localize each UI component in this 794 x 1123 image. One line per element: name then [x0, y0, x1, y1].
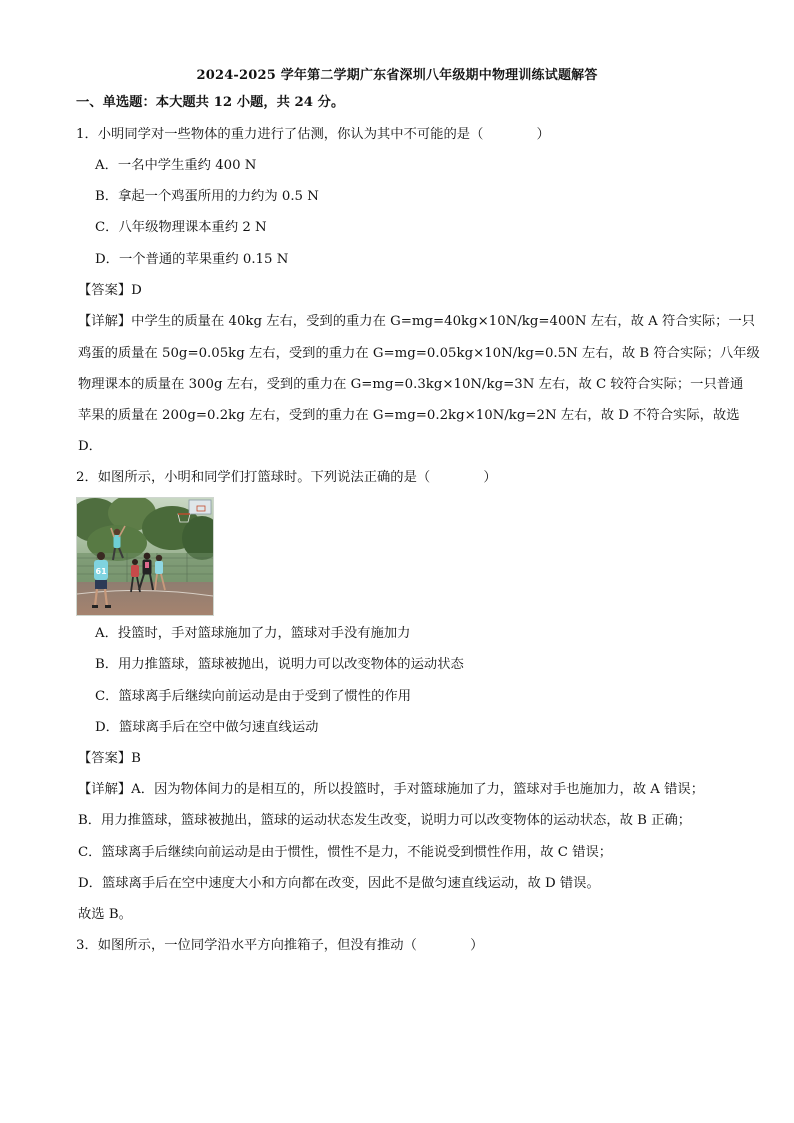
q1-stem: 1．小明同学对一些物体的重力进行了估测，你认为其中不可能的是（ ） [76, 127, 550, 142]
q2-answer: 【答案】B [78, 751, 141, 766]
q2-option-d: D．篮球离手后在空中做匀速直线运动 [95, 720, 319, 735]
jersey-number: 61 [95, 567, 107, 576]
q1-option-c: C．八年级物理课本重约 2 N [95, 220, 267, 235]
q2-stem: 2．如图所示，小明和同学们打篮球时。下列说法正确的是（ ） [76, 470, 497, 485]
q1-option-d: D．一个普通的苹果重约 0.15 N [95, 252, 289, 267]
q1-detail-line: 【详解】中学生的质量在 40kg 左右，受到的重力在 G=mg=40kg×10N/kg=400N 左右，故 A 符合实际；一只 [78, 314, 756, 329]
basketball-photo [76, 497, 214, 616]
q2-detail-line: 【详解】A．因为物体间力的是相互的，所以投篮时，手对篮球施加了力，篮球对手也施加力，故 A 错误； [78, 782, 705, 797]
q1-detail-line: 物理课本的质量在 300g 左右，受到的重力在 G=mg=0.3kg×10N/kg=3N 左右，故 C 较符合实际；一只普通 [78, 377, 744, 392]
q1-detail-line: 苹果的质量在 200g=0.2kg 左右，受到的重力在 G=mg=0.2kg×10N/kg=2N 左右，故 D 不符合实际，故选 [78, 408, 740, 423]
section-heading: 一、单选题：本大题共 12 小题，共 24 分。 [76, 95, 345, 110]
basketball-scene-image [77, 498, 213, 615]
q2-detail-line: C．篮球离手后继续向前运动是由于惯性，惯性不是力，不能说受到惯性作用，故 C 错误； [78, 845, 613, 860]
q1-detail-line: 鸡蛋的质量在 50g=0.05kg 左右，受到的重力在 G=mg=0.05kg×10N/kg=0.5N 左右，故 B 符合实际；八年级 [78, 346, 760, 361]
q3-stem: 3．如图所示，一位同学沿水平方向推箱子，但没有推动（ ） [76, 938, 484, 953]
page-title: 2024-2025 学年第二学期广东省深圳八年级期中物理训练试题解答 [196, 68, 598, 83]
q1-option-a: A．一名中学生重约 400 N [95, 158, 257, 173]
q2-option-a: A．投篮时，手对篮球施加了力，篮球对手没有施加力 [95, 626, 411, 641]
q2-option-b: B．用力推篮球，篮球被抛出，说明力可以改变物体的运动状态 [95, 657, 464, 672]
q2-detail-line: D．篮球离手后在空中速度大小和方向都在改变，因此不是做匀速直线运动，故 D 错误。 [78, 876, 600, 891]
q2-option-c: C．篮球离手后继续向前运动是由于受到了惯性的作用 [95, 689, 412, 704]
q1-detail-line: D． [78, 439, 102, 454]
q1-option-b: B．拿起一个鸡蛋所用的力约为 0.5 N [95, 189, 319, 204]
q1-answer: 【答案】D [78, 283, 142, 298]
q2-detail-line: B．用力推篮球，篮球被抛出，篮球的运动状态发生改变，说明力可以改变物体的运动状态，故 B 正确； [78, 813, 692, 828]
q2-detail-line: 故选 B。 [78, 907, 132, 922]
